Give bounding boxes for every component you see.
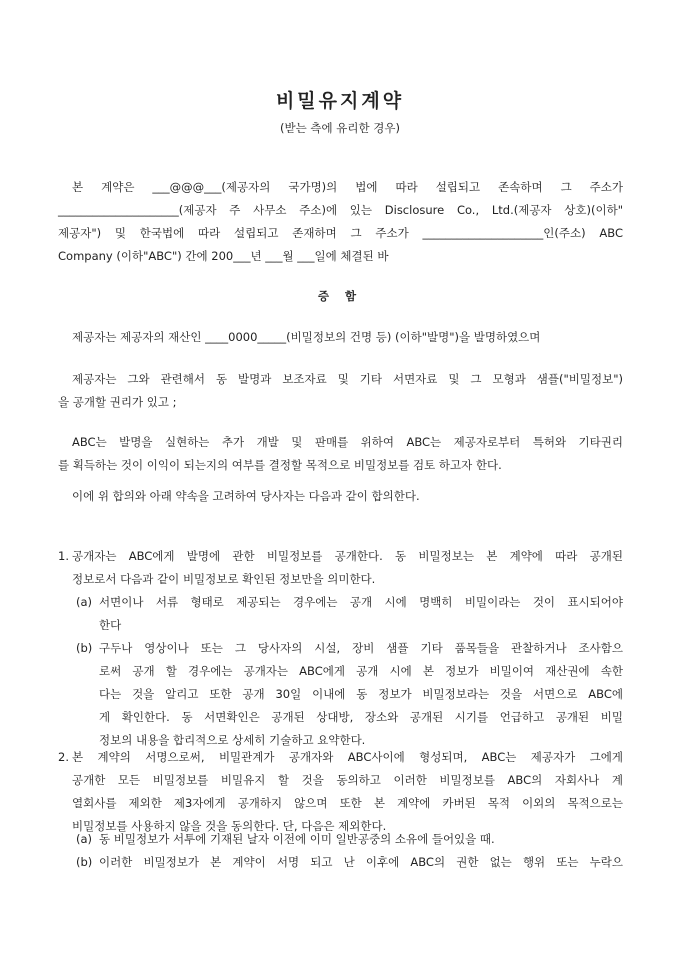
- clause-line: 본 계약의 서명으로써, 비밀관계가 공개자와 ABC사이에 형성되며, ABC는 제공자가 그에게: [72, 750, 623, 764]
- item-label: (a): [76, 595, 93, 609]
- preamble-paragraph: [58, 176, 623, 268]
- item-label: (a): [76, 832, 93, 846]
- recital-paragraph: [58, 368, 623, 414]
- clause-line: 정보로서 다음과 같이 비밀정보로 확인된 정보만을 의미한다.: [72, 572, 376, 586]
- item-label: (b): [76, 641, 93, 655]
- preamble-line: 본 계약은 ___@@@___(제공자의 국가명)의 법에 따라 설립되고 존속하며 그 주소가: [72, 180, 623, 194]
- clause-line: 공개자는 ABC에게 발명에 관한 비밀정보를 공개한다. 동 비밀정보는 본 계약에 따라 공개된: [72, 549, 623, 563]
- clause-line: 공개한 모든 비밀정보를 비밀유지 할 것을 동의하고 이러한 비밀정보를 ABC의 자회사나 계: [72, 773, 623, 787]
- item-line: 이러한 비밀정보가 본 계약이 서명 되고 난 이후에 ABC의 권한 없는 행위 또는 누락으: [99, 855, 623, 869]
- clause-number: 2.: [58, 750, 69, 764]
- preamble-line: _____________________(제공자 주 사무소 주소)에 있는 Disclosure Co., Ltd.(제공자 상호)(이하": [58, 203, 623, 217]
- clause-1b-body: [99, 637, 623, 752]
- recital-paragraph: [58, 431, 623, 477]
- item-line: 정보의 내용을 합리적으로 상세히 기술하고 요약한다.: [99, 733, 366, 747]
- clause-number: 1.: [58, 549, 69, 563]
- clause-1a-body: [99, 591, 623, 637]
- item-line: 구두나 영상이나 또는 그 당사자의 시설, 장비 샘플 기타 품목들을 관찰하거나 조사함으: [99, 641, 623, 655]
- document-subtitle: (받는 측에 유리한 경우): [280, 121, 400, 135]
- item-line: 동 비밀정보가 서투에 기재된 날자 이전에 이미 일반공중의 소유에 들어있을 때.: [99, 832, 495, 846]
- preamble-line: 제공자") 및 한국법에 따라 설립되고 존재하며 그 주소가 _____________________인(주소) ABC: [58, 226, 623, 240]
- item-line: 게 확인한다. 동 서면확인은 공개된 상대방, 장소와 공개된 시기를 언급하고 공개된 비밀: [99, 710, 623, 724]
- item-line: 한다: [99, 618, 122, 632]
- recital-line: 를 획득하는 것이 이익이 되는지의 여부를 결정할 목적으로 비밀정보를 검토 하고자 한다.: [58, 458, 502, 472]
- recital-paragraph: [58, 485, 623, 508]
- item-label: (b): [76, 855, 93, 869]
- clause-2a-body: [99, 828, 623, 851]
- document-title: 비밀유지계약: [275, 90, 405, 112]
- clause-line: 열회사를 제외한 제3자에게 공개하지 않으며 또한 본 계약에 카버된 목적 이외의 목적으로는: [72, 796, 623, 810]
- clause-1-body: [72, 545, 623, 591]
- witness-heading: 증 함: [317, 289, 363, 303]
- clause-2b-body: [99, 851, 623, 874]
- clause-2-body: [72, 746, 623, 838]
- recital-line: 제공자는 제공자의 재산인 ____0000_____(비밀정보의 건명 등) (이하"발명")을 발명하였으며: [72, 330, 541, 344]
- item-line: 서면이나 서류 형태로 제공되는 경우에는 공개 시에 명백히 비밀이라는 것이 표시되어야: [99, 595, 623, 609]
- preamble-line: Company (이하"ABC") 간에 200___년 ___월 ___일에 체결된 바: [58, 249, 389, 263]
- clause-line: 비밀정보를 사용하지 않을 것을 동의한다. 단, 다음은 제외한다.: [72, 819, 387, 833]
- item-line: 로써 공개 할 경우에는 공개자는 ABC에게 공개 시에 본 정보가 비밀이여 재산권에 속한: [99, 664, 623, 678]
- recital-paragraph: [58, 326, 623, 349]
- recital-line: 을 공개할 권리가 있고 ;: [58, 395, 177, 409]
- recital-line: 제공자는 그와 관련해서 동 발명과 보조자료 및 기타 서면자료 및 그 모형과 샘플("비밀정보"): [72, 372, 623, 386]
- item-line: 다는 것을 알리고 또한 공개 30일 이내에 동 정보가 비밀정보라는 것을 서면으로 ABC에: [99, 687, 623, 701]
- recital-line: ABC는 발명을 실현하는 추가 개발 및 판매를 위하여 ABC는 제공자로부터 특허와 기타권리: [72, 435, 623, 449]
- recital-line: 이에 위 합의와 아래 약속을 고려하여 당사자는 다음과 같이 합의한다.: [72, 489, 420, 503]
